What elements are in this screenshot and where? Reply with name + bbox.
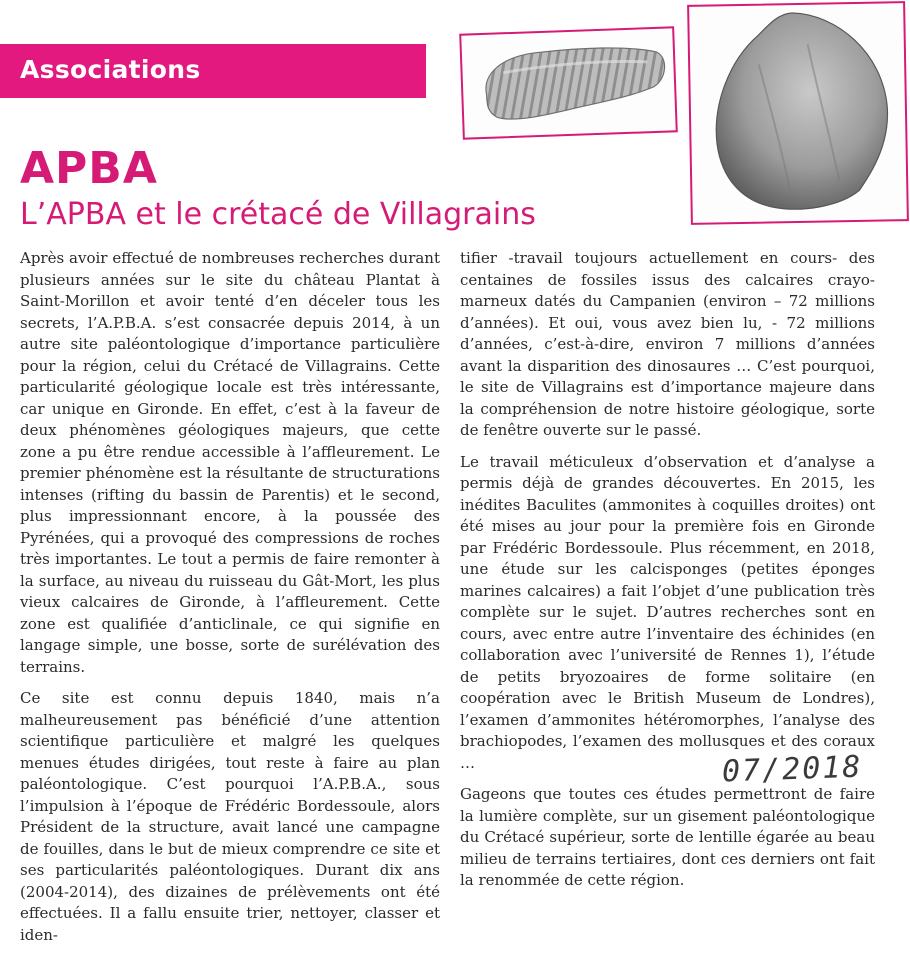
paragraph: tifier -travail toujours actuellement en cours- des centaines de fossiles issus des calcaires crayo-marneux datés du Campanien (environ – 72 millions d’années). Et oui, vous avez bien lu, - 72 millions d’années, c’est-à-dire, environ 7 millions d’années avant la disparition des dinosaures … C’est pourquoi, le site de Villagrains est d’importance majeure dans la compréhension de notre histoire géologique, sorte de fenêtre ouverte sur le passé. (460, 249, 875, 439)
paragraph: Le travail méticuleux d’observation et d’analyse a permis déjà de grandes découvertes. En 2015, les inédites Baculites (ammonites à coquilles droites) ont été mises au jour pour la première fois en Gironde par Frédéric Bordessoule. Plus récemment, en 2018, une étude sur les calcisponges (petites éponges marines calcaires) a fait l’objet d’une publication très complète sur le sujet. D’autres recherches sont en cours, avec entre autre l’inventaire des échinides (en collaboration avec l’université de Rennes 1), l’étude de petits bryozoaires de forme solitaire (en coopération avec le British Museum de Londres), l’examen d’ammonites hétéromorphes, l’analyse des brachiopodes, l’examen des mollusques et des coraux … (460, 452, 875, 772)
paragraph: Ce site est connu depuis 1840, mais n’a malheureusement pas bénéficié d’une attention scientifique particulière et malgré les quelques menues études dirigées, tout reste à faire au plan paléontologique. C’est pourquoi l’A.P.B.A., sous l’impulsion à l’époque de Frédéric Bordessoule, alors Président de la structure, avait lancé une campagne de fouilles, dans le but de mieux comprendre ce site et ses particularités paléontologiques. Durant dix ans (2004-2014), des dizaines de prélèvements ont été effectuées. Il a fallu ensuite trier, nettoyer, classer et iden- (20, 689, 440, 944)
fossil-photo-baculite (459, 26, 678, 139)
handwritten-date: 07/2018 (721, 749, 864, 790)
baculite-fossil-image (461, 28, 675, 137)
article-column-left (20, 248, 440, 956)
sponge-fossil-image (689, 3, 907, 223)
article-subtitle: L’APBA et le crétacé de Villagrains (20, 197, 536, 232)
paragraph: Après avoir effectué de nombreuses recherches durant plusieurs années sur le site du château Plantat à Saint-Morillon et avoir tenté d’en déceler tous les secrets, l’A.P.B.A. s’est consacrée depuis 2014, à un autre site paléontologique d’importance particulière pour la région, celui du Crétacé de Villagrains. Cette particularité géologique locale est très intéressante, car unique en Gironde. En effet, c’est à la faveur de deux phénomènes géologiques majeurs, que cette zone a pu être rendue accessible à l’affleurement. Le premier phénomène est la résultante de structurations intenses (rifting du bassin de Parentis) et le second, plus impressionnant encore, à la poussée des Pyrénées, qui a provoqué des compressions de roches très importantes. Le tout a permis de faire remonter à la surface, au niveau du ruisseau du Gât-Mort, les plus vieux calcaires de Gironde, à l’affleurement. Cette zone est qualifiée d’anticlinale, ce qui signifie en langage simple, une bosse, sorte de surélévation des terrains. (20, 249, 440, 676)
article-title: APBA (20, 143, 158, 194)
section-banner (0, 44, 426, 98)
article-column-right (460, 248, 875, 902)
fossil-photo-sponge (687, 1, 909, 225)
paragraph: Gageons que toutes ces études permettront de faire la lumière complète, sur un gisement paléontologique du Crétacé supérieur, sorte de lentille égarée au beau milieu de terrains tertiaires, dont ces derniers ont fait la renommée de cette région. (460, 785, 875, 889)
section-label: Associations (20, 55, 201, 84)
